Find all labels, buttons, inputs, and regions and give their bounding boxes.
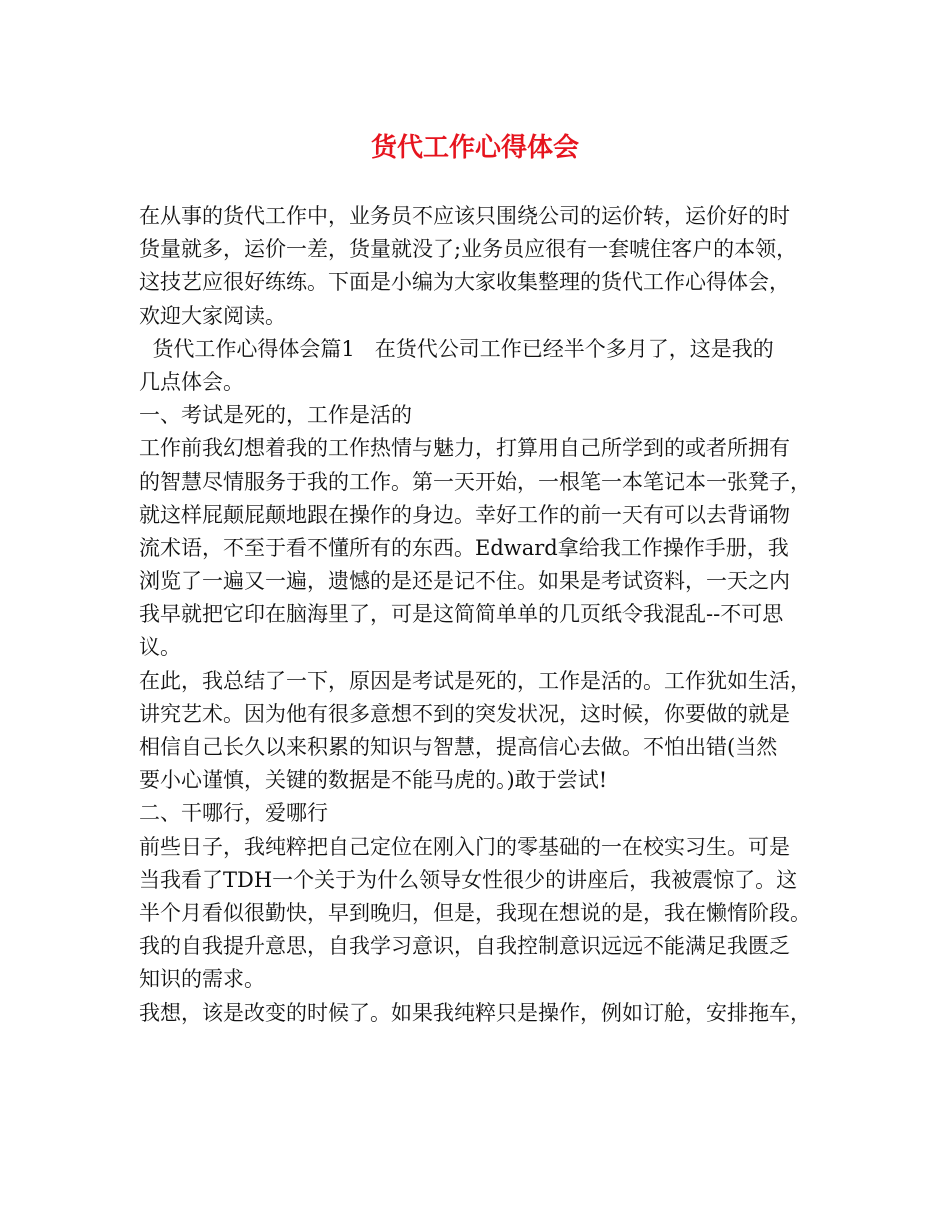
text-line: 当我看了TDH一个关于为什么领导女性很少的讲座后，我被震惊了。这 <box>139 867 798 892</box>
text-line: 货代工作心得体会篇1 在货代公司工作已经半个多月了，这是我的 <box>139 336 774 361</box>
text-line: 知识的需求。 <box>139 967 265 992</box>
text-line: 我的自我提升意思，自我学习意识，自我控制意识远远不能满足我匮乏 <box>139 934 790 959</box>
text-line: 几点体会。 <box>139 369 244 394</box>
document-title: 货代工作心得体会 <box>370 133 579 163</box>
text-line: 我想，该是改变的时候了。如果我纯粹只是操作，例如订舱，安排拖车， <box>139 1000 811 1025</box>
text-line: 流术语，不至于看不懂所有的东西。Edward拿给我工作操作手册，我 <box>139 535 789 560</box>
text-line: 讲究艺术。因为他有很多意想不到的突发状况，这时候，你要做的就是 <box>139 701 790 726</box>
text-line: 工作前我幻想着我的工作热情与魅力，打算用自己所学到的或者所拥有 <box>139 436 790 461</box>
text-line: 议。 <box>139 635 181 660</box>
section-heading: 二、干哪行，爱哪行 <box>139 801 328 826</box>
document-body <box>139 200 819 1030</box>
text-line: 前些日子，我纯粹把自己定位在刚入门的零基础的一在校实习生。可是 <box>139 834 790 859</box>
text-line: 货量就多，运价一差，货量就没了;业务员应很有一套唬住客户的本领， <box>139 237 798 262</box>
text-line: 这技艺应很好练练。下面是小编为大家收集整理的货代工作心得体会， <box>139 270 790 295</box>
text-line: 就这样屁颠屁颠地跟在操作的身边。幸好工作的前一天有可以去背诵物 <box>139 502 790 527</box>
text-line: 欢迎大家阅读。 <box>139 303 286 328</box>
section-heading: 一、考试是死的，工作是活的 <box>139 403 412 428</box>
text-line: 我早就把它印在脑海里了，可是这简简单单的几页纸令我混乱--不可思 <box>139 602 784 627</box>
text-line: 在从事的货代工作中，业务员不应该只围绕公司的运价转，运价好的时 <box>139 204 790 228</box>
text-line: 相信自己长久以来积累的知识与智慧，提高信心去做。不怕出错(当然 <box>139 735 778 759</box>
text-line: 浏览了一遍又一遍，遗憾的是还是记不住。如果是考试资料，一天之内 <box>139 569 790 594</box>
text-line: 要小心谨慎，关键的数据是不能马虎的。)敢于尝试! <box>139 768 608 793</box>
text-line: 半个月看似很勤快，早到晚归，但是，我现在想说的是，我在懒惰阶段。 <box>139 900 811 925</box>
text-line: 在此，我总结了一下，原因是考试是死的，工作是活的。工作犹如生活， <box>139 668 811 693</box>
text-line: 的智慧尽情服务于我的工作。第一天开始，一根笔一本笔记本一张凳子， <box>139 469 811 494</box>
